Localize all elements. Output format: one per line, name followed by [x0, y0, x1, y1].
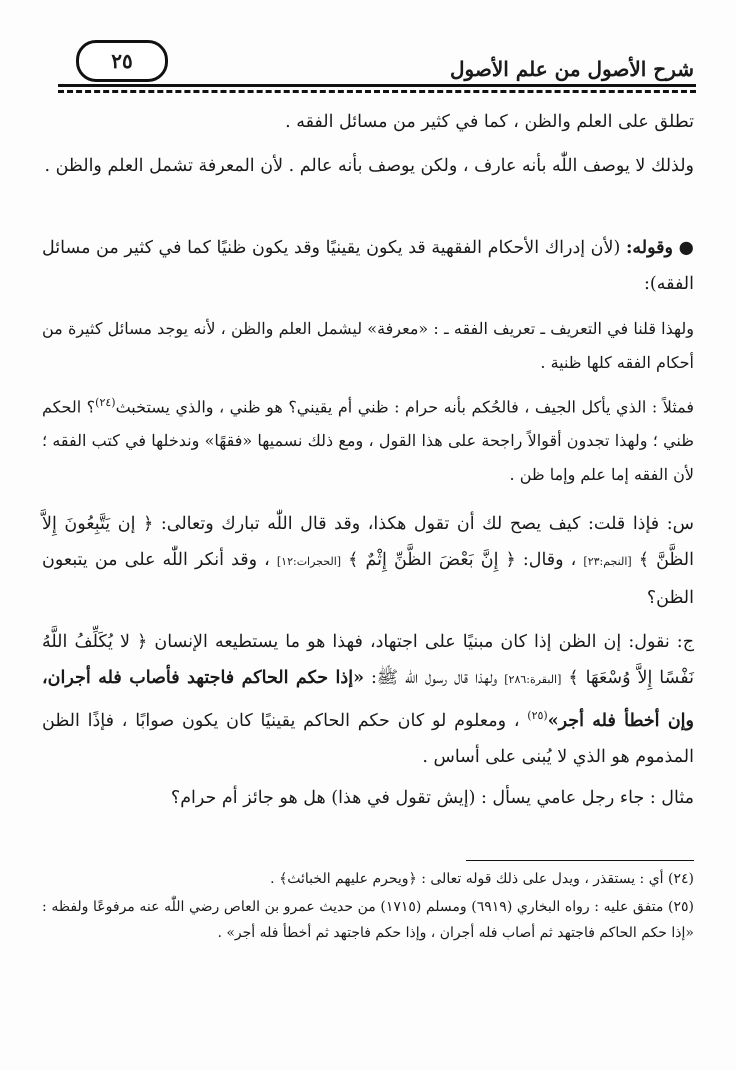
paragraph-1: تطلق على العلم والظن ، كما في كثير من مسائل الفقه . — [285, 112, 694, 132]
question-part-b: ، وقال: ﴿ إِنَّ بَعْضَ الظَّنِّ إِثْمٌ ﴾ — [348, 550, 577, 570]
paragraph-3-lead: وقوله: — [625, 238, 673, 258]
paragraph-answer — [42, 624, 694, 775]
header-rule — [58, 84, 696, 87]
hadith-quote: «إذا حكم الحاكم فاجتهد فأصاب فله أجران، وإن أخطأ فله أجر» — [42, 668, 694, 731]
paragraph-5-part-b: ؟ الحكم ظني ؛ ولهذا تجدون أقوالاً راجحة على هذا القول ، ومع ذلك نسميها «فقهًا» وندخلها في كتب الفقه ؛ لأن الفقه إما علم وإما ظن . — [42, 397, 694, 485]
footnote-24: (٢٤) أي : يستقذر ، ويدل على ذلك قوله تعالى : ﴿ويحرم عليهم الخبائث﴾ . — [270, 871, 694, 887]
paragraph-2: ولذلك لا يوصف اللّٰه بأنه عارف ، ولكن يوصف بأنه عالم . لأن المعرفة تشمل العلم والظن . — [44, 156, 694, 176]
paragraph-question — [42, 506, 694, 616]
paragraph-3-text: (لأن إدراك الأحكام الفقهية قد يكون يقينيًا وقد يكون ظنيًا كما في كثير من مسائل الفقه): — [42, 238, 694, 294]
footnote-ref-24: (٢٤) — [95, 396, 116, 409]
paragraph-4: ولهذا قلنا في التعريف ـ تعريف الفقه ـ : «معرفة» ليشمل العلم والظن ، لأنه يوجد مسائل كثيرة من أحكام الفقه كلها ظنية . — [42, 319, 694, 372]
bullet-icon: ● — [678, 238, 694, 258]
footnote-25: (٢٥) متفق عليه : رواه البخاري (٦٩١٩) ومسلم (١٧١٥) من حديث عمرو بن العاص رضي اللّٰه عنه مرفوعًا ولفظه : «إذا حكم الحاكم فاجتهد ثم أصاب فله أجران ، وإذا حكم فاجتهد ثم أخطأ فله أجر» . — [42, 899, 694, 941]
verse-ref-baqarah: [البقرة:٢٨٦] — [504, 673, 562, 686]
footnote-separator — [466, 860, 694, 861]
paragraph-5 — [42, 386, 694, 492]
question-part-c: ، وقد أنكر اللّٰه على من يتبعون الظن؟ — [42, 550, 694, 608]
verse-ref-hujurat: [الحجرات:١٢] — [276, 555, 342, 568]
answer-part-c: ، ومعلوم لو كان حكم الحاكم يقينيًا كان يكون صوابًا ، فإذًا الظن المذموم هو الذي لا يُبنى على أساس . — [42, 710, 694, 767]
header-dashed-rule — [58, 90, 696, 93]
paragraph-3 — [42, 230, 694, 302]
answer-part-a: ج: نقول: إن الظن إذا كان مبنيًا على اجتهاد، فهذا هو ما يستطيعه الإنسان ﴿ لا يُكَلِّفُ اللَّهُ نَفْسًا إِلاَّ وُسْعَهَا ﴾ — [42, 632, 694, 688]
answer-part-b: ولهذا قال رسول اللّٰه ﷺ: — [370, 668, 498, 688]
paragraph-5-part-a: فمثلاً : الذي يأكل الجيف ، فالحُكم بأنه حرام : ظني أم يقيني؟ هو ظني ، والذي يستخبث — [115, 397, 694, 417]
footnote-ref-25: (٢٥) — [527, 709, 548, 722]
running-title: شرح الأصول من علم الأصول — [450, 57, 694, 81]
verse-ref-najm: [النجم:٢٣] — [583, 555, 632, 568]
page-number: ٢٥ — [76, 40, 168, 82]
paragraph-example: مثال : جاء رجل عامي يسأل : (إيش تقول في هذا) هل هو جائز أم حرام؟ — [170, 788, 694, 808]
question-part-a: س: فإذا قلت: كيف يصح لك أن تقول هكذا، وقد قال اللّٰه تبارك وتعالى: ﴿ إن يَتَّبِعُونَ إِلاَّ الظَّنَّ ﴾ — [42, 514, 694, 570]
